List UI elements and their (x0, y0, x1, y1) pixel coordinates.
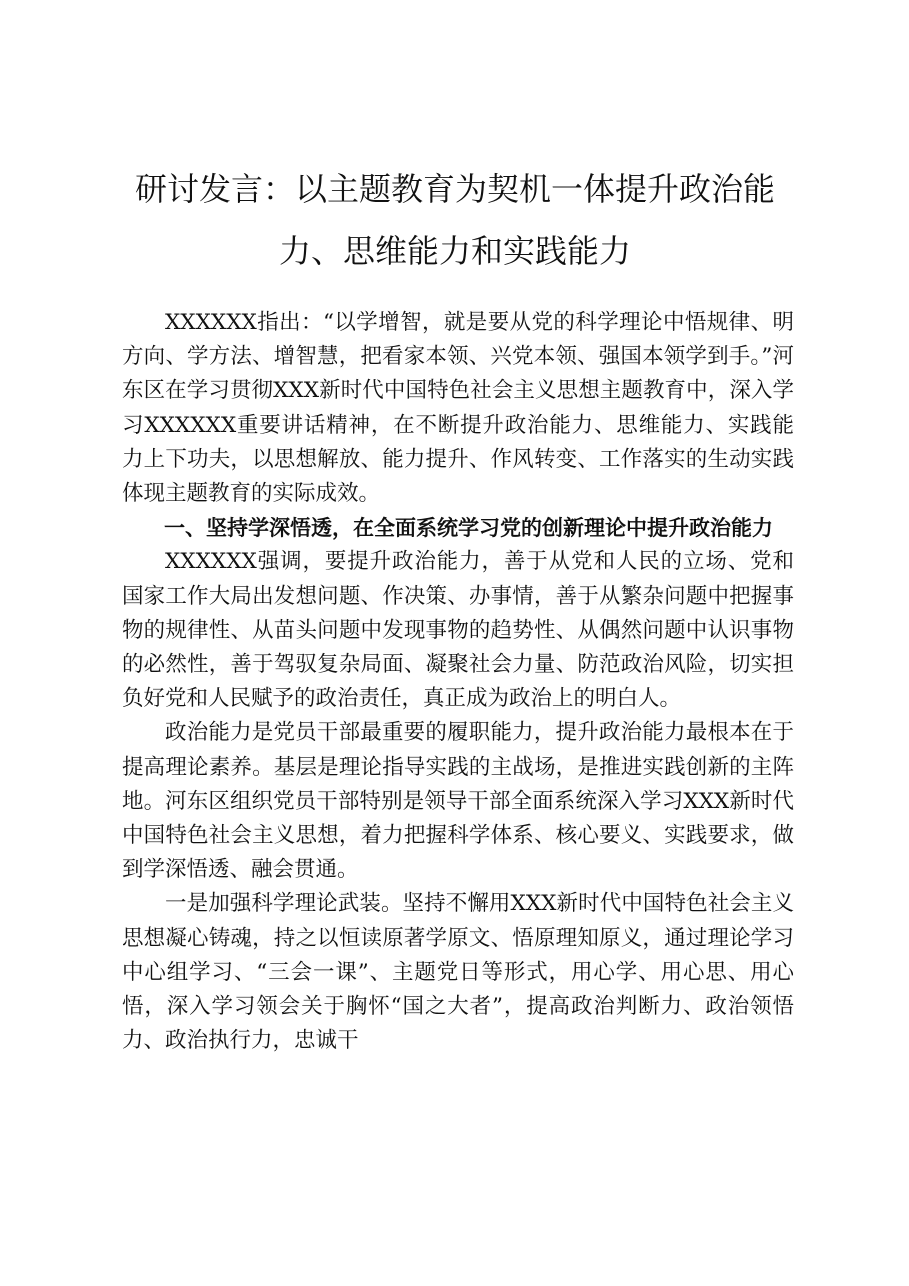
body-paragraph: XXXXXX强调，要提升政治能力，善于从党和人民的立场、党和国家工作大局出发想问题、作决策、办事情，善于从繁杂问题中把握事物的规律性、从苗头问题中发现事物的趋势性、从偶然问题中认识事物的必然性，善于驾驭复杂局面、凝聚社会力量、防范政治风险，切实担负好党和人民赋予的政治责任，真正成为政治上的明白人。 (122, 549, 794, 712)
intro-paragraph: XXXXXX指出：“以学增智，就是要从党的科学理论中悟规律、明方向、学方法、增智慧，把看家本领、兴党本领、强国本领学到手。”河东区在学习贯彻XXX新时代中国特色社会主义思想主题教育中，深入学习XXXXXX重要讲话精神，在不断提升政治能力、思维能力、实践能力上下功夫，以思想解放、能力提升、作风转变、工作落实的生动实践体现主题教育的实际成效。 (122, 310, 794, 507)
document-body (122, 306, 794, 1058)
section-heading-1: 一、坚持学深悟透，在全面系统学习党的创新理论中提升政治能力 (164, 516, 773, 541)
document-title (110, 158, 800, 282)
title-line-2: 力、思维能力和实践能力 (278, 232, 631, 270)
body-paragraph: 一是加强科学理论武装。坚持不懈用XXX新时代中国特色社会主义思想凝心铸魂，持之以恒读原著学原文、悟原理知原义，通过理论学习中心组学习、“三会一课”、主题党日等形式，用心学、用心思、用心悟，深入学习领会关于胸怀“国之大者”，提高政治判断力、政治领悟力、政治执行力，忠诚干 (122, 891, 794, 1054)
title-line-1: 研讨发言：以主题教育为契机一体提升政治能 (134, 170, 775, 208)
body-paragraph: 政治能力是党员干部最重要的履职能力，提升政治能力最根本在于提高理论素养。基层是理论指导实践的主战场，是推进实践创新的主阵地。河东区组织党员干部特别是领导干部全面系统深入学习XXX新时代中国特色社会主义思想，着力把握科学体系、核心要义、实践要求，做到学深悟透、融会贯通。 (122, 720, 794, 883)
